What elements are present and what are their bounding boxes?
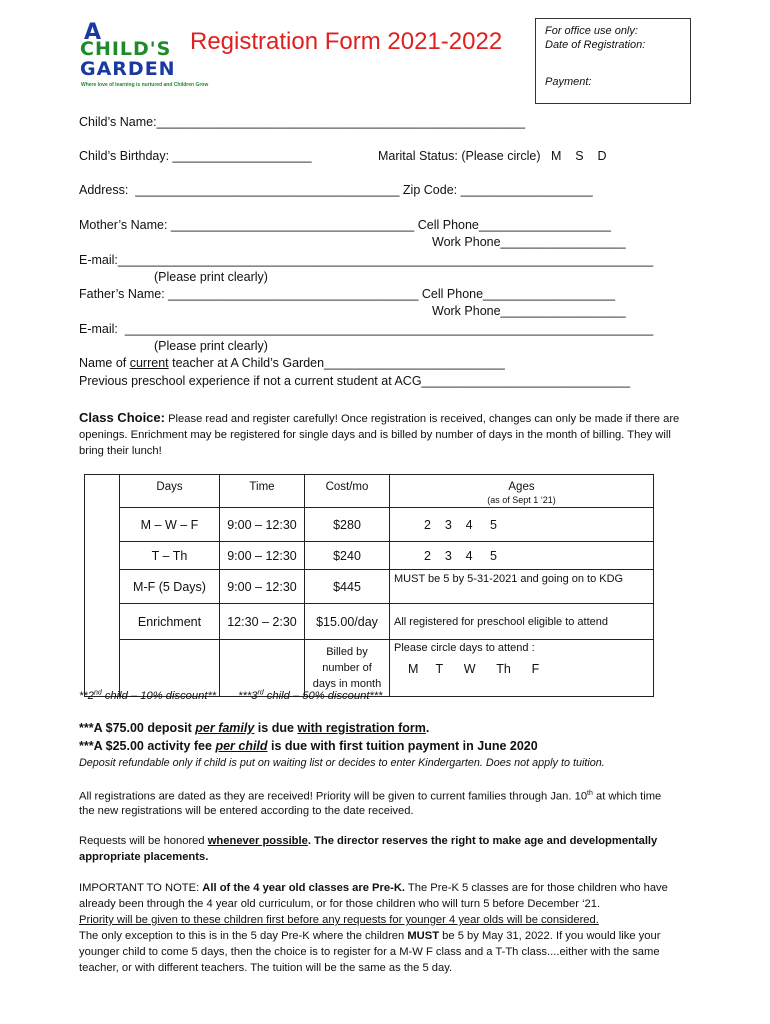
- office-use-box: [535, 18, 691, 104]
- requests-whenever: whenever possible: [207, 835, 308, 847]
- row3-time: 9:00 – 12:30: [220, 570, 305, 604]
- row2-cost: $240: [305, 542, 390, 570]
- child-birthday-field[interactable]: Child’s Birthday: ____________________: [79, 149, 312, 163]
- office-use-label: For office use only:: [545, 25, 638, 37]
- deposit1-b: is due: [254, 721, 298, 735]
- header-ages-sub: (as of Sept 1 ‘21): [487, 495, 556, 505]
- teacher-current-word: current: [129, 356, 169, 370]
- print-clearly-note-1: (Please print clearly): [154, 270, 268, 284]
- father-name-field[interactable]: Father’s Name: ____________________________________ Cell Phone___________________: [79, 287, 616, 301]
- header-cost: Cost/mo: [305, 475, 390, 508]
- class-choice-line3: bring their lunch!: [79, 445, 162, 457]
- discount-third-sup: rd: [257, 689, 264, 696]
- row5-day-choices[interactable]: M T W Th F: [408, 662, 540, 676]
- discount-third-b: child – 50% discount***: [263, 689, 383, 702]
- important-l4-c: be 5 by May 31, 2022. If you would like your: [439, 930, 661, 942]
- requests-b: . The director reserves the right to make age and developmentally: [307, 835, 658, 847]
- header-time: Time: [220, 475, 305, 508]
- important-line5: younger child to come 5 days, then the choice is to register for a M-W F class and a T-Th class....either with the same: [79, 946, 660, 958]
- marital-status-field[interactable]: Marital Status: (Please circle) M S D: [378, 149, 607, 163]
- mother-email-field[interactable]: E-mail:_____________________________________________________________________________: [79, 253, 654, 267]
- table-row[interactable]: [85, 604, 654, 640]
- date-of-registration-label: Date of Registration:: [545, 39, 646, 51]
- discount-third-a: ***3: [238, 689, 258, 702]
- discount-second-sup: nd: [93, 689, 102, 696]
- important-line3: Priority will be given to these children first before any requests for younger 4 year olds will be considered.: [79, 914, 599, 926]
- table-row[interactable]: [85, 542, 654, 570]
- teacher-prefix: Name of: [79, 356, 130, 370]
- discount-third: [238, 690, 382, 702]
- address-field[interactable]: Address: ______________________________________ Zip Code: ___________________: [79, 183, 593, 197]
- payment-label: Payment:: [545, 76, 592, 88]
- deposit1-a: ***A $75.00 deposit: [79, 721, 196, 735]
- dated-a: All registrations are dated as they are received! Priority will be given to current families through Jan. 10: [79, 790, 588, 803]
- important-b: All of the 4 year old classes are Pre-K.: [202, 882, 406, 894]
- logo: [74, 20, 209, 95]
- table-row[interactable]: [85, 508, 654, 542]
- deposit-note: Deposit refundable only if child is put on waiting list or decides to enter Kindergarten. Does not apply to tuition.: [79, 757, 605, 769]
- class-choice-line2: openings. Enrichment may be registered for single days and is billed by number of days in the month of billing. They will: [79, 429, 671, 441]
- discount-line: [79, 685, 383, 704]
- deposit-line2: [79, 738, 538, 754]
- child-name-field[interactable]: Child’s Name:_____________________________________________________: [79, 115, 526, 129]
- table-row[interactable]: [85, 570, 654, 604]
- requests-a: Requests will be honored: [79, 835, 208, 847]
- deposit2-per-child: per child: [215, 739, 268, 753]
- table-header-row: [85, 475, 654, 508]
- header-ages-label: Ages: [508, 481, 535, 493]
- row2-time: 9:00 – 12:30: [220, 542, 305, 570]
- page-title: Registration Form 2021-2022: [190, 28, 503, 55]
- discount-second-a: **2: [79, 689, 94, 702]
- row3-ages: MUST be 5 by 5-31-2021 and going on to KDG: [390, 570, 654, 604]
- important-line4: [79, 928, 660, 944]
- row5-cost-line1: Billed by: [326, 646, 368, 658]
- row1-cost: $280: [305, 508, 390, 542]
- mother-name-field[interactable]: Mother’s Name: ___________________________________ Cell Phone___________________: [79, 218, 611, 232]
- row4-ages: All registered for preschool eligible to attend: [390, 604, 654, 640]
- logo-line-garden: GARDEN: [80, 58, 176, 80]
- row5-ages[interactable]: [390, 640, 654, 697]
- discount-second-b: child – 10% discount**: [101, 689, 217, 702]
- row3-days: M-F (5 Days): [120, 570, 220, 604]
- row5-ages-line1: Please circle days to attend :: [394, 642, 535, 654]
- row3-cost: $445: [305, 570, 390, 604]
- row1-ages[interactable]: 2 3 4 5: [390, 508, 654, 542]
- requests-line1: [79, 833, 657, 849]
- row4-time: 12:30 – 2:30: [220, 604, 305, 640]
- dated-line2: the new registrations will be entered according to the date received.: [79, 805, 414, 817]
- requests-line2: appropriate placements.: [79, 851, 209, 863]
- dated-sup: th: [587, 790, 593, 797]
- row1-time: 9:00 – 12:30: [220, 508, 305, 542]
- mother-work-phone-field[interactable]: Work Phone__________________: [432, 235, 626, 249]
- previous-preschool-field[interactable]: Previous preschool experience if not a current student at ACG______________________________: [79, 374, 631, 388]
- header-days: Days: [120, 475, 220, 508]
- important-a: IMPORTANT TO NOTE:: [79, 882, 203, 894]
- row4-cost: $15.00/day: [305, 604, 390, 640]
- print-clearly-note-2: (Please print clearly): [154, 339, 268, 353]
- row-checkbox-column[interactable]: [85, 475, 120, 697]
- header-ages: [390, 475, 654, 508]
- deposit-line1: [79, 720, 429, 736]
- important-l4-a: The only exception to this is in the 5 day Pre-K where the children: [79, 930, 408, 942]
- row5-cost-line3: days in month: [312, 678, 382, 690]
- deposit2-a: ***A $25.00 activity fee: [79, 739, 216, 753]
- row2-days: T – Th: [120, 542, 220, 570]
- logo-line-a: A: [84, 20, 102, 45]
- dated-b: at which time: [592, 790, 662, 803]
- row2-ages[interactable]: 2 3 4 5: [390, 542, 654, 570]
- class-choice-text1: Please read and register carefully! Once registration is received, changes can only be made if there are: [164, 413, 680, 425]
- logo-line-childs: CHILD'S: [80, 38, 172, 60]
- teacher-suffix: teacher at A Child’s Garden__________________________: [168, 356, 505, 370]
- important-c: The Pre-K 5 classes are for those children who have: [405, 882, 668, 894]
- deposit1-c: .: [425, 721, 430, 735]
- class-choice-heading: Class Choice:: [79, 410, 165, 425]
- discount-second: [79, 690, 216, 702]
- father-email-field[interactable]: E-mail: ____________________________________________________________________________: [79, 322, 654, 336]
- logo-tagline: Where love of learning is nurtured and Children Grow: [81, 82, 209, 88]
- important-line6: teacher, or with different teachers. The tuition will be the same as the 5 day.: [79, 962, 453, 974]
- deposit1-with-form: with registration form: [297, 721, 426, 735]
- important-line2: already been through the 4 year old curriculum, or for those children who will turn 5 before December ‘21.: [79, 898, 601, 910]
- important-l4-must: MUST: [407, 930, 440, 942]
- row4-days: Enrichment: [120, 604, 220, 640]
- class-table: [84, 474, 654, 697]
- deposit2-b: is due with first tuition payment in June 2020: [267, 739, 538, 753]
- dated-line1: [79, 786, 661, 805]
- current-teacher-field[interactable]: [79, 356, 505, 370]
- row1-days: M – W – F: [120, 508, 220, 542]
- father-work-phone-field[interactable]: Work Phone__________________: [432, 304, 626, 318]
- important-line1: [79, 880, 668, 896]
- row5-cost-line2: number of: [322, 662, 372, 674]
- class-choice-line1: [79, 410, 679, 427]
- deposit1-per-family: per family: [195, 721, 255, 735]
